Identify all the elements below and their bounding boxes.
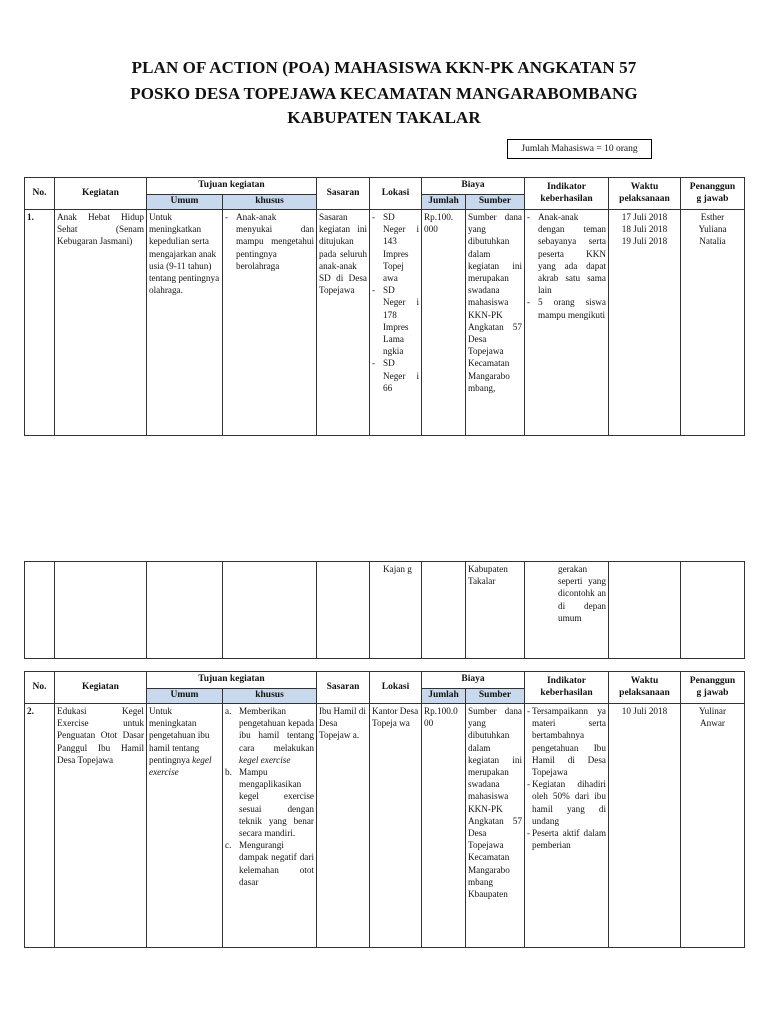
header-umum: Umum	[147, 689, 223, 704]
khusus-item-a	[239, 705, 314, 766]
header-waktu	[609, 178, 681, 210]
bullet-mark: -	[372, 358, 376, 369]
empty-cell	[609, 562, 681, 659]
header-jumlah: Jumlah	[422, 195, 466, 210]
list-mark-a: a.	[225, 706, 232, 716]
header-waktu-1: Waktu	[630, 676, 659, 686]
header-no: No.	[25, 672, 55, 704]
header-kegiatan: Kegiatan	[55, 672, 147, 704]
sasaran-cell: Ibu Hamil di Desa Topejaw a.	[317, 704, 370, 948]
kegiatan-cell: Anak Hebat Hidup Sehat (Senam Kebugaran Jasmani)	[55, 210, 147, 436]
pj-cell	[681, 704, 745, 948]
table-row	[25, 704, 745, 948]
khusus-item-b: Mampu mengaplikasikan kegel exercise sesuai dengan teknik yang benar secara mandiri.	[239, 767, 314, 839]
indikator-item-1: Anak-anak dengan teman sebayanya serta peserta KKN yang ada dapat akrab satu sama lain	[538, 212, 606, 296]
header-indikator-2: keberhasilan	[540, 687, 593, 698]
poa-table-1	[24, 177, 745, 436]
title-line-1: PLAN OF ACTION (POA) MAHASISWA KKN-PK ANGKATAN 57	[131, 58, 637, 77]
lokasi-item-2: SD Neger i 178 Impres Lama ngkia	[383, 285, 419, 357]
indikator-item-1: Tersampaikann ya materi serta bertambahnya pengetahuan Ibu Hamil di Desa Topejawa	[532, 706, 606, 778]
khusus-item-c: Mengurangi dampak negatif dari kelemahan otot dasar	[239, 840, 314, 887]
lokasi-cell	[370, 210, 422, 436]
khusus-item: Anak-anak menyukai dan mampu mengetahui pentingnya berolahraga	[236, 212, 314, 271]
header-khusus: khusus	[223, 195, 317, 210]
umum-cell: Untuk meningkatkan kepedulian serta mengajarkan anak usia (9-11 tahun) tentang pentingnya olahraga.	[147, 210, 223, 436]
waktu-cell	[609, 210, 681, 436]
header-biaya: Biaya	[422, 672, 525, 689]
student-count-box: Jumlah Mahasiswa = 10 orang	[507, 139, 652, 159]
header-pj-2: g jawab	[696, 193, 729, 204]
title-line-2: POSKO DESA TOPEJAWA KECAMATAN MANGARABOMBANG	[130, 84, 638, 103]
header-no: No.	[25, 178, 55, 210]
header-indikator-1: Indikator	[546, 182, 587, 192]
header-indikator-2: keberhasilan	[540, 193, 593, 204]
waktu-date-1: 17 Juli 2018	[621, 212, 668, 222]
empty-cell	[422, 562, 466, 659]
header-khusus: khusus	[223, 689, 317, 704]
header-lokasi: Lokasi	[370, 672, 422, 704]
sumber-cell: Sumber dana yang dibutuhkan dalam kegiatan ini merupakan swadana mahasiswa KKN-PK Angkatan 57 Desa Topejawa Kecamatan Mangarabo mbang Kbaupaten	[466, 704, 525, 948]
header-sasaran: Sasaran	[317, 178, 370, 210]
indikator-cell	[525, 210, 609, 436]
header-biaya: Biaya	[422, 178, 525, 195]
indikator-item-2: Kegiatan dihadiri oleh 50% dari ibu hamil yang di undang	[532, 779, 606, 826]
sumber-cell: Sumber dana yang dibutuhkan dalam kegiatan ini merupakan swadana mahasiswa KKN-PK Angkatan 57 Desa Topejawa Kecamatan Mangarabo mbang,	[466, 210, 525, 436]
pj-cell	[681, 210, 745, 436]
umum-text: Untuk meningkatan pengetahuan ibu hamil tentang pentingnya	[149, 706, 210, 765]
waktu-date-2: 18 Juli 2018	[621, 224, 668, 235]
indikator-cont-cell: gerakan seperti yang dicontohk an di depan umum	[525, 562, 609, 659]
header-tujuan: Tujuan kegiatan	[147, 178, 317, 195]
sasaran-cell: Sasaran kegiatan ini ditujukan pada seluruh anak-anak SD di Desa Topejawa	[317, 210, 370, 436]
jumlah-cell: Rp.100. 000	[422, 210, 466, 436]
lokasi-cont-cell: Kajan g	[370, 562, 422, 659]
khusus-a-italic: kegel exercise	[239, 754, 291, 765]
lokasi-item-3: SD Neger i 66	[383, 358, 419, 393]
list-mark-b: b.	[225, 767, 232, 778]
waktu-date-3: 19 Juli 2018	[621, 236, 668, 247]
umum-italic: kegel exercise	[149, 754, 212, 778]
header-indikator-1: Indikator	[546, 676, 587, 686]
bullet-mark: -	[527, 297, 531, 308]
header-lokasi: Lokasi	[370, 178, 422, 210]
bullet-mark: -	[527, 828, 531, 839]
bullet-mark: -	[225, 212, 229, 222]
pj-name-1: Yulinar	[698, 706, 727, 716]
lokasi-item-1: SD Neger i 143 Impres Topej awa	[383, 212, 419, 284]
header-sasaran: Sasaran	[317, 672, 370, 704]
poa-table-continuation	[24, 561, 745, 659]
header-pj-1: Penanggun	[689, 676, 736, 686]
empty-cell	[147, 562, 223, 659]
pj-name-2: Yuliana	[698, 224, 727, 235]
khusus-cell	[223, 704, 317, 948]
title-line-3: KABUPATEN TAKALAR	[287, 108, 481, 127]
header-pj-2: g jawab	[696, 687, 729, 698]
empty-cell	[55, 562, 147, 659]
bullet-mark: -	[527, 706, 531, 716]
header-waktu-2: pelaksanaan	[619, 193, 670, 204]
row-number: 2.	[25, 704, 55, 948]
header-kegiatan: Kegiatan	[55, 178, 147, 210]
header-row	[25, 672, 745, 689]
empty-cell	[317, 562, 370, 659]
list-mark-c: c.	[225, 840, 232, 851]
header-pj	[681, 672, 745, 704]
khusus-cell	[223, 210, 317, 436]
header-indikator	[525, 178, 609, 210]
lokasi-cell: Kantor Desa Topeja wa	[370, 704, 422, 948]
pj-name-3: Natalia	[699, 236, 726, 247]
empty-cell	[223, 562, 317, 659]
header-waktu	[609, 672, 681, 704]
header-jumlah: Jumlah	[422, 689, 466, 704]
bullet-mark: -	[372, 212, 376, 222]
umum-cell	[147, 704, 223, 948]
indikator-item-2: 5 orang siswa mampu mengikuti	[538, 297, 606, 320]
header-waktu-1: Waktu	[630, 182, 659, 192]
kegiatan-cell: Edukasi Kegel Exercise untuk Penguatan Otot Dasar Panggul Ibu Hamil Desa Topejawa	[55, 704, 147, 948]
header-indikator	[525, 672, 609, 704]
table-row	[25, 210, 745, 436]
header-sumber: Sumber	[466, 195, 525, 210]
waktu-cell: 10 Juli 2018	[609, 704, 681, 948]
pj-name-1: Esther	[700, 212, 725, 222]
indikator-cell	[525, 704, 609, 948]
poa-table-2	[24, 671, 745, 948]
row-number: 1.	[25, 210, 55, 436]
bullet-mark: -	[527, 212, 531, 222]
header-waktu-2: pelaksanaan	[619, 687, 670, 698]
empty-cell	[681, 562, 745, 659]
header-pj	[681, 178, 745, 210]
empty-cell	[25, 562, 55, 659]
sumber-cont-cell: Kabupaten Takalar	[466, 562, 525, 659]
jumlah-cell: Rp.100.0 00	[422, 704, 466, 948]
khusus-a-text: Memberikan pengetahuan kepada ibu hamil tentang cara melakukan	[239, 706, 314, 753]
bullet-mark: -	[527, 779, 531, 790]
pj-name-2: Anwar	[699, 718, 725, 729]
header-tujuan: Tujuan kegiatan	[147, 672, 317, 689]
header-pj-1: Penanggun	[689, 182, 736, 192]
header-row	[25, 178, 745, 195]
indikator-item-3: Peserta aktif dalam pemberian	[532, 828, 606, 851]
header-umum: Umum	[147, 195, 223, 210]
table-row	[25, 562, 745, 659]
bullet-mark: -	[372, 285, 376, 296]
header-sumber: Sumber	[466, 689, 525, 704]
